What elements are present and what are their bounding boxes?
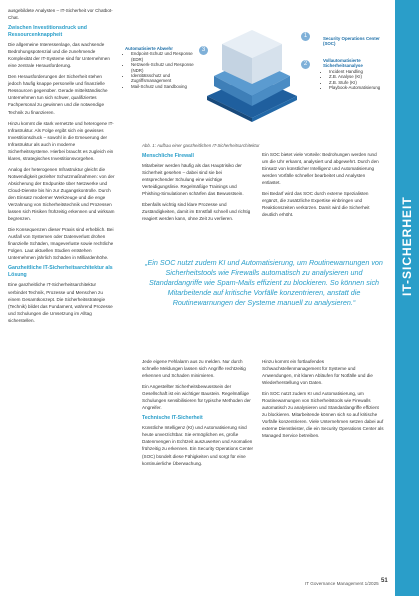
left-column <box>8 7 115 328</box>
list-item: • Z.B. Stufe (KI) <box>329 80 385 85</box>
paragraph: Ein SOC nutzt zudem KI und Automatisierung, um Routinewarnungen von Sicherheitstools wie Firewalls automatisch zu analysieren und Standardangriffe effizient zu blockieren. Mitarbeitende können sich so auf kritische Vorfälle konzentrieren. Viele Unternehmen setzen dabei auf externe Dienstleister, die ein Security Operations Center als Managed Service betreiben. <box>262 391 384 439</box>
right-column <box>262 151 384 222</box>
paragraph: Ebenfalls wichtig sind klare Prozesse und Zuständigkeiten, damit im Ernstfall schnell und richtig reagiert werden kann, ohne Zeit zu verlieren. <box>142 202 251 222</box>
section-sidebar <box>395 0 419 596</box>
section-heading: Zwischen Investitionsdruck und Ressourcenknappheit <box>8 25 87 39</box>
paragraph: Hinzu kommt die stark vernetzte und heterogene IT-Infrastruktur. Als Folge ergibt sich ein gewisses Investitionsdruck – sowohl in die Erneuerung der Infrastruktur als auch in moderne Sicherheitssysteme. Hierbei braucht es zugleich ein klares, strategisches Investitionsvorgehen. <box>8 120 114 161</box>
paragraph: Eine ganzheitliche IT-Sicherheitsarchitektur verbindet Technik, Prozesse und Menschen zu einem Gesamtkonzept. Die Sicherheitsstrategie (Technik) bildet das Fundament, während Prozesse und Schulungen die Umsetzung im Alltag sicherstellen. <box>8 282 113 323</box>
section-tab-label: IT-SICHERHEIT <box>400 196 414 296</box>
paragraph: Die allgemeine Interessenlage, das wachsende Bedrohungspotenzial und die zunehmende Komplexität der IT-Systeme sind für Unternehmen eine zentrale Herausforderung. <box>8 42 110 69</box>
soc-label <box>323 36 385 47</box>
paragraph: Die Konsequenzen dieser Praxis sind erheblich. Bei Ausfall von Systemen oder Datenverlust drohen finanzielle Schäden, Imageverluste sowie rechtliche Folgen. Laut aktuellen Studien entstehen Unternehmen jährlich Schäden in Milliardenhöhe. <box>8 227 114 261</box>
section-heading: Ganzheitliche IT-Sicherheitsarchitektur als Lösung <box>8 265 113 279</box>
left-label-block <box>125 46 197 89</box>
list-item: • Mail-Schutz und Sandboxing <box>131 84 197 89</box>
middle-column <box>142 151 255 226</box>
paragraph: Analog der heterogenen Infrastruktur gleicht die Notwendigkeit gezielter Schutzmaßnahmen: von der Absicherung der Endpunkte über Netzwerke und Cloud-Dienste bis hin zur Zugangskontrolle. Durch den Einsatz moderner Werkzeuge und die enge Verzahnung von Sicherheitstechnik und Prozessen lassen sich Risiken frühzeitig erkennen und wirksam begrenzen. <box>8 166 115 222</box>
list-item: • Playbook-Automatisierung <box>329 85 385 90</box>
section-heading: Technische IT-Sicherheit <box>142 415 203 422</box>
list-item: • Incident Handling <box>329 69 385 74</box>
right-label-title: Vollautomatisierte Sicherheitsanalyse <box>323 58 363 69</box>
page-number: 51 <box>381 578 388 584</box>
soc-label-text: Security Operations Center (SOC) <box>323 36 380 47</box>
left-label-title: Automatisierte Abwehr <box>125 46 173 51</box>
paragraph: Mitarbeiter werden häufig als das Hauptrisiko der Sicherheit gesehen – dabei sind sie bei entsprechender Schulung eine wichtige Verteidigungslinie. Regelmäßige Trainings und Phishing-Simulationen schärfen das Bewusstsein. <box>142 163 244 197</box>
right-bottom-column <box>262 358 384 444</box>
paragraph: Ein SOC bietet viele Vorteile: Bedrohungen werden rund um die Uhr erkannt, analysiert und abgewehrt. Durch den Einsatz von künstlicher Intelligenz und Automatisierung werden Vorfälle schneller bearbeitet und Analysten entlastet. <box>262 152 379 186</box>
middle-bottom-column <box>142 358 255 471</box>
figure-caption: Abb. 1: Aufbau einer ganzheitlichen IT-Sicherheitsarchitektur <box>142 143 260 148</box>
right-label-block <box>323 58 385 90</box>
pull-quote: „Ein SOC nutzt zudem KI und Automatisierung, um Routinewarnungen von Sicherheitstools wie Firewalls automatisch zu analysieren und Standardangriffe wie Spam-Mails effizient zu blockieren. So können sich Mitarbeitende auf kritische Vorfälle konzentrieren, anstatt die Routinewarnungen der Systeme manuell zu analysieren.“ <box>145 258 383 307</box>
paragraph: Hinzu kommt ein fortlaufendes Schwachstellenmanagement für Systeme und Anwendungen, mit klaren Abläufen für Notfälle und die Wiederherstellung von Daten. <box>262 359 373 386</box>
footer-publication: IT Governance Management 1/2025 <box>305 581 379 586</box>
paragraph: Jede eigene Fehlalarm aus zu melden. Nur durch schnelle Meldungen lassen sich Angriffe rechtzeitig erkennen und Schaden minimieren. <box>142 359 246 379</box>
layered-cube-graphic <box>202 26 302 122</box>
list-item: • Netzwerk-Schutz und Response (NDR) <box>131 62 197 73</box>
list-item: • Z.B. Analyse (KI) <box>329 74 385 79</box>
figure-marker-3: 3 <box>199 46 208 55</box>
left-label-list <box>125 51 197 89</box>
figure-marker-2: 2 <box>301 60 310 69</box>
paragraph: Ein Angestellter Sicherheitsbewusstsein der Gesellschaft ist ein wichtiger Baustein. Regelmäßige Schulungen sensibilisieren für typische Methoden der Angreifer. <box>142 384 251 411</box>
lead-text: ausgebildete Analysten – IT-Sicherheit vor Chatbot-Chat. <box>8 8 113 21</box>
list-item: • Identitätsschutz und Zugriffsmanagement <box>131 73 197 84</box>
paragraph: Bei Bedarf wird das SOC durch externe Spezialisten ergänzt, die zusätzliche Expertise einbringen und Reaktionszeiten verkürzen. Damit wird die Sicherheit deutlich erhöht. <box>262 191 370 218</box>
figure-marker-1: 1 <box>301 32 310 41</box>
architecture-figure <box>125 18 387 140</box>
list-item: • Endpoint-Schutz und Response (EDR) <box>131 51 197 62</box>
section-heading: Menschliche Firewall <box>142 153 194 159</box>
paragraph: Den Herausforderungen der Sicherheit stehen jedoch häufig knappe personelle und finanzielle Ressourcen gegenüber. Gerade mittelständische Unternehmen tun sich schwer, qualifiziertes Fachpersonal zu gewinnen und die notwendige Technik zu finanzieren. <box>8 74 108 115</box>
right-label-list <box>323 69 385 91</box>
paragraph: Künstliche Intelligenz (KI) und Automatisierung sind heute unverzichtbar. Sie ermöglichen es, große Datenmengen in Echtzeit auszuwerten und Anomalien frühzeitig zu erkennen. Ein Security Operations Center (SOC) bündelt diese Fähigkeiten und sorgt für eine kontinuierliche Überwachung. <box>142 425 254 466</box>
